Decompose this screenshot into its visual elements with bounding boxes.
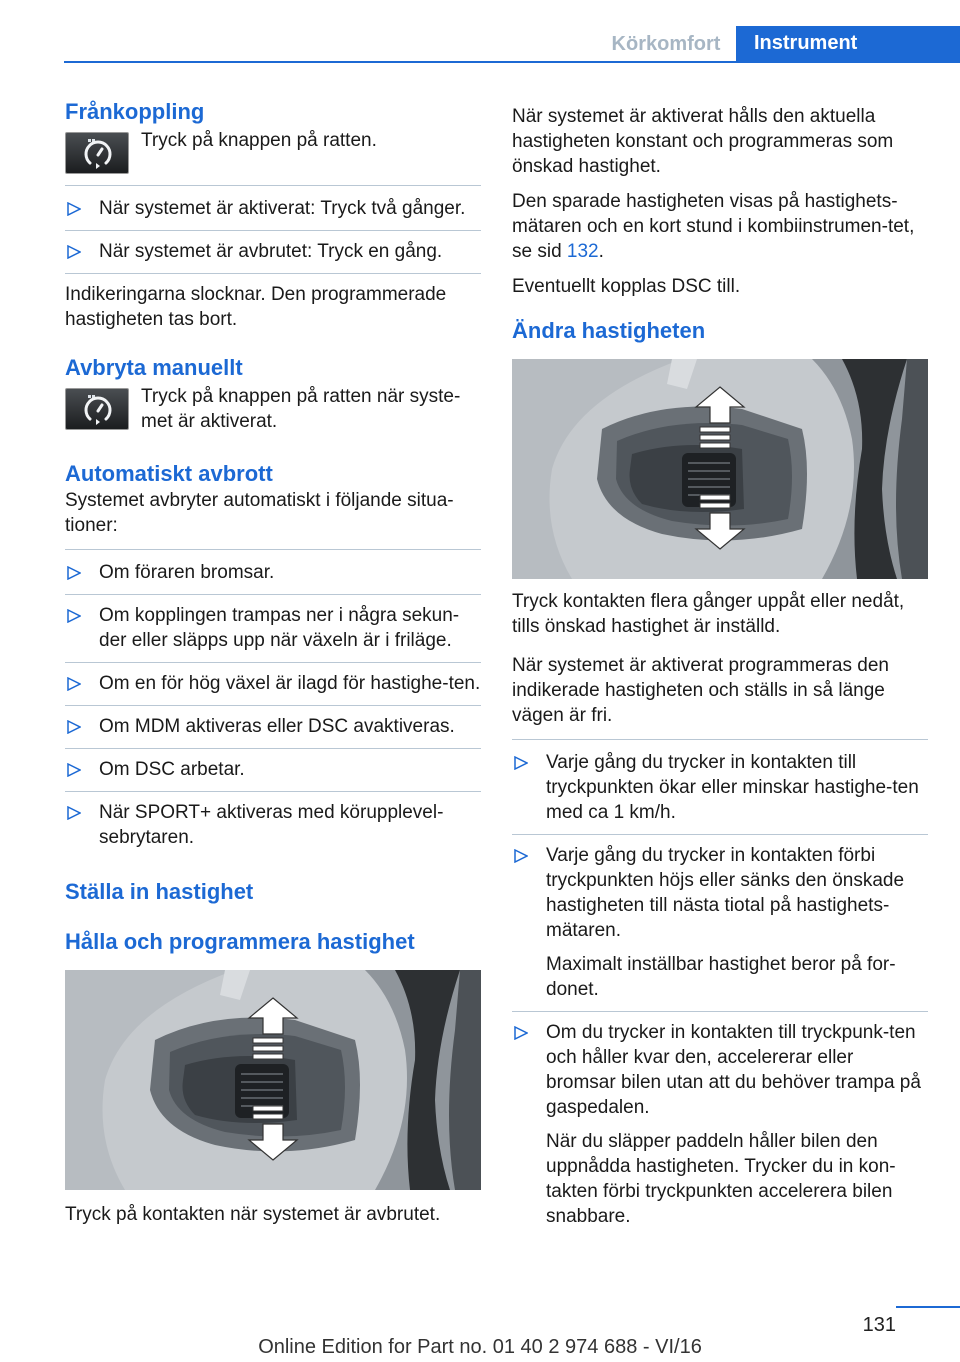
- triangle-right-icon: [67, 245, 81, 259]
- triangle-right-icon: [514, 756, 528, 770]
- triangle-right-icon: [67, 806, 81, 820]
- list-item: Om en för hög växel är ilagd för hastighe‐ten.: [65, 663, 481, 706]
- triangle-right-icon: [67, 677, 81, 691]
- triangle-right-icon: [67, 566, 81, 580]
- paragraph: Eventuellt kopplas DSC till.: [512, 276, 741, 297]
- heading-stalla: Ställa in hastighet: [65, 879, 254, 904]
- speedometer-button-icon: [65, 132, 129, 174]
- list-item: Om du trycker in kontakten till tryckpunk‐ten och håller kvar den, accelererar eller bromsar bilen utan att du behöver trampa på gaspedalen. När du släpper paddeln håller bilen den uppnådda hastigheten. Trycker du in kon‐takten förbi tryckpunkten accelerera bilen snabbare.: [512, 1012, 928, 1239]
- photo-caption: Tryck på kontakten när systemet är avbrutet.: [65, 1204, 441, 1225]
- divider: [65, 549, 481, 550]
- automatiskt-text: Systemet avbryter automatiskt i följande situa‐tioner:: [65, 490, 454, 536]
- paragraph: När systemet är aktiverat hålls den aktuella hastigheten konstant och programmeras som önskad hastighet.: [512, 106, 894, 177]
- left-column: [65, 98, 481, 1237]
- triangle-right-icon: [67, 720, 81, 734]
- photo-caption: Tryck kontakten flera gånger uppåt eller nedåt, tills önskad hastighet är inställd.: [512, 591, 905, 637]
- triangle-right-icon: [67, 763, 81, 777]
- page-number: 131: [862, 1314, 896, 1336]
- divider: [512, 739, 928, 740]
- triangle-right-icon: [67, 609, 81, 623]
- page-link[interactable]: 132: [566, 241, 599, 262]
- header-rule: [64, 61, 960, 63]
- tab-korkomfort[interactable]: Körkomfort: [611, 33, 721, 55]
- triangle-right-icon: [67, 202, 81, 216]
- steering-wheel-photo: [65, 970, 481, 1190]
- list-item: När systemet är aktiverat: Tryck två gånger.: [65, 196, 481, 231]
- tab-instrument[interactable]: Instrument: [736, 26, 960, 62]
- list-item: Om föraren bromsar.: [65, 560, 481, 595]
- list-item: Varje gång du trycker in kontakten förbi tryckpunkten höjs eller sänks den önskade hastigheten till nästa tiotal på hastighets‐mätaren. Maximalt inställbar hastighet beror på for‐donet.: [512, 835, 928, 1012]
- list-item: Om kopplingen trampas ner i några sekun‐der eller släpps upp när växeln är i friläge.: [65, 595, 481, 663]
- triangle-right-icon: [514, 1026, 528, 1040]
- speedometer-button-icon: [65, 388, 129, 430]
- list-item: Varje gång du trycker in kontakten till tryckpunkten ökar eller minskar hastighe‐ten med ca 1 km/h.: [512, 750, 928, 835]
- footer-rule: [896, 1306, 960, 1308]
- list-item: När systemet är avbrutet: Tryck en gång.: [65, 231, 481, 274]
- frankoppling-after: Indikeringarna slocknar. Den programmerade hastigheten tas bort.: [65, 284, 447, 330]
- heading-halla: Hålla och programmera hastighet: [65, 929, 415, 954]
- list-item: När SPORT+ aktiveras med körupplevel‐sebrytaren.: [65, 792, 481, 860]
- frankoppling-text: Tryck på knappen på ratten.: [141, 130, 377, 151]
- automatiskt-list: [65, 560, 481, 860]
- divider: [65, 185, 481, 186]
- edition-note: Online Edition for Part no. 01 40 2 974 688 - VI/16: [258, 1336, 702, 1358]
- heading-automatiskt: Automatiskt avbrott: [65, 461, 273, 486]
- list-item: Om MDM aktiveras eller DSC avaktiveras.: [65, 706, 481, 749]
- paragraph: När systemet är aktiverat programmeras den indikerade hastigheten och ställs in så länge vägen är fri.: [512, 655, 889, 726]
- avbryta-text: Tryck på knappen på ratten när syste‐met är aktiverat.: [141, 386, 461, 432]
- paragraph: Den sparade hastigheten visas på hastighets‐mätaren och en kort stund i kombiinstrumen‐tet, se sid 132.: [512, 191, 915, 262]
- page-header: [0, 0, 960, 62]
- heading-frankoppling: Frånkoppling: [65, 99, 205, 124]
- page-footer: [0, 1306, 960, 1362]
- andra-list: [512, 750, 928, 1239]
- triangle-right-icon: [514, 849, 528, 863]
- list-item: Om DSC arbetar.: [65, 749, 481, 792]
- steering-wheel-photo: [512, 359, 928, 579]
- heading-andra: Ändra hastigheten: [512, 318, 706, 343]
- frankoppling-list: [65, 196, 481, 274]
- right-column: [512, 104, 928, 1239]
- heading-avbryta: Avbryta manuellt: [65, 355, 243, 380]
